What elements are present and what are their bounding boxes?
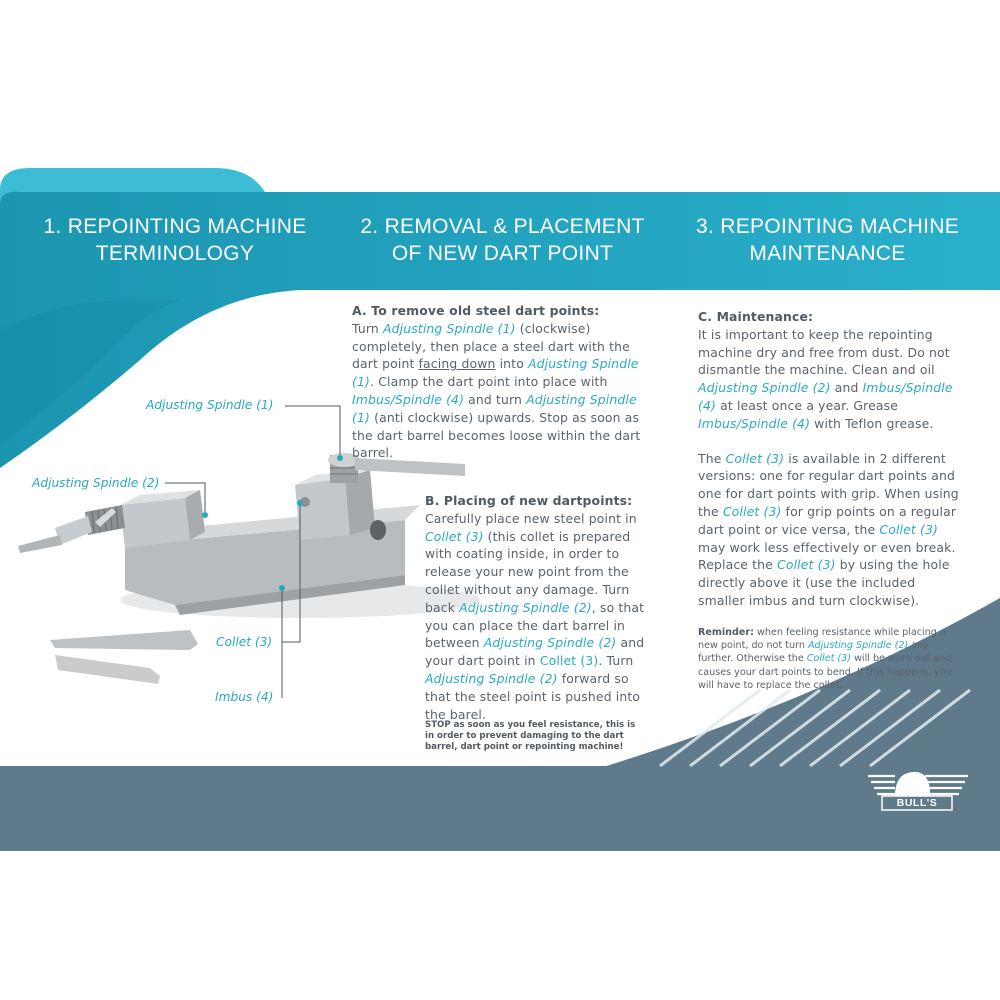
section-c-body: [698, 326, 962, 433]
text: by using the hole directly above it (use the included smaller imbus and turn clockwise).: [698, 557, 950, 608]
term-highlight: Collet (3): [725, 450, 785, 466]
text: (anti clockwise) upwards. Stop as soon as the dart barrel becomes loose within the dart barrel.: [352, 409, 641, 461]
term-highlight: Imbus/Spindle (4): [352, 391, 465, 407]
header-col3-line2: MAINTENANCE: [749, 242, 906, 265]
text: and: [830, 380, 863, 396]
section-c-body-2: [698, 450, 962, 610]
reminder-note: [698, 626, 954, 692]
text: It is important to keep the repointing machine dry and free from dust. Do not dismantle the machine. Clean and oil: [698, 326, 950, 378]
term-highlight: Adjusting Spindle (1): [382, 320, 516, 336]
section-b-body: [425, 510, 657, 724]
text: (clockwise) completely, then place a steel dart with the dart point: [352, 320, 630, 372]
term-highlight: Imbus/Spindle (4): [698, 380, 953, 413]
text: forward so that the steel point is pushed into the barel.: [425, 670, 641, 722]
header-col1-line2: TERMINOLOGY: [95, 242, 255, 265]
term-highlight: Collet (3): [539, 653, 599, 669]
footer-bar: [0, 766, 1000, 851]
text: will be worn out and causes your dart points to bend. If this happens, you will have to replace the collet.: [698, 653, 952, 691]
section-b: [425, 492, 657, 723]
header-col3-line1: 3. REPOINTING MACHINE: [696, 215, 959, 238]
text: Turn: [352, 320, 383, 336]
text: into: [495, 356, 529, 372]
section-a: [352, 302, 658, 462]
term-highlight: Collet (3): [777, 557, 836, 573]
text: any further. Otherwise the: [698, 640, 929, 665]
text: . Clamp the dart point into place with: [370, 374, 608, 390]
section-a-body: [352, 320, 658, 462]
header-col1: [20, 213, 330, 267]
text: (this collet is prepared with coating inside, in order to release your new point from the collet without any damage. Turn back: [425, 528, 631, 615]
term-highlight: Adjusting Spindle (2): [425, 670, 558, 686]
term-highlight: Collet (3): [425, 528, 484, 544]
term-highlight: Adjusting Spindle (1): [352, 356, 639, 390]
text: Carefully place new steel point in: [425, 510, 637, 526]
term-highlight: Collet (3): [722, 503, 782, 519]
text: The: [698, 450, 726, 466]
term-highlight: Adjusting Spindle (2): [483, 635, 617, 651]
label-collet-3: Collet (3): [216, 635, 273, 649]
text: with Teflon grease.: [810, 415, 934, 431]
term-highlight: Adjusting Spindle (2): [807, 640, 909, 652]
header-col2-line1: 2. REMOVAL & PLACEMENT: [360, 215, 645, 238]
header-col2: [345, 213, 660, 267]
section-c: [698, 308, 962, 610]
header-col2-line2: OF NEW DART POINT: [391, 242, 614, 265]
term-highlight: Adjusting Spindle (2): [698, 380, 831, 396]
text: at least once a year. Grease: [716, 397, 899, 413]
label-adjusting-spindle-2: Adjusting Spindle (2): [32, 476, 160, 490]
header-col1-line1: 1. REPOINTING MACHINE: [43, 215, 307, 238]
reminder-label: Reminder:: [698, 627, 754, 638]
label-imbus-4: Imbus (4): [215, 690, 274, 704]
text: . Turn: [598, 653, 634, 669]
text: is available in 2 different versions: one for regular dart points and one for dart points with grip. When using the: [698, 450, 959, 519]
term-highlight: Collet (3): [879, 521, 938, 537]
section-b-title: B. Placing of new dartpoints:: [425, 493, 633, 508]
header-col3: [675, 213, 980, 267]
term-highlight: Collet (3): [806, 653, 852, 665]
term-highlight: Adjusting Spindle (1): [352, 391, 637, 425]
text: for grip points on a regular dart point or vice versa, the: [698, 503, 957, 537]
stop-note: STOP as soon as you feel resistance, this is in order to prevent damaging to the dart barrel, dart point or repointing machine!: [425, 720, 636, 752]
text: may work less effectively or even break. Replace the: [698, 539, 956, 573]
term-highlight: Adjusting Spindle (2): [459, 599, 592, 615]
text: when feeling resistance while placing a new point, do not turn: [698, 627, 946, 652]
text: and turn: [464, 391, 527, 407]
section-c-title: C. Maintenance:: [698, 309, 814, 324]
text: , so that you can place the dart barrel in between: [425, 599, 645, 651]
bulls-logo-text: BULL'S: [896, 797, 938, 809]
section-a-title: A. To remove old steel dart points:: [352, 303, 600, 318]
text: and your dart point in: [425, 635, 645, 669]
label-adjusting-spindle-1: Adjusting Spindle (1): [146, 398, 274, 412]
term-highlight: Imbus/Spindle (4): [698, 415, 811, 431]
underlined-text: facing down: [418, 356, 496, 372]
